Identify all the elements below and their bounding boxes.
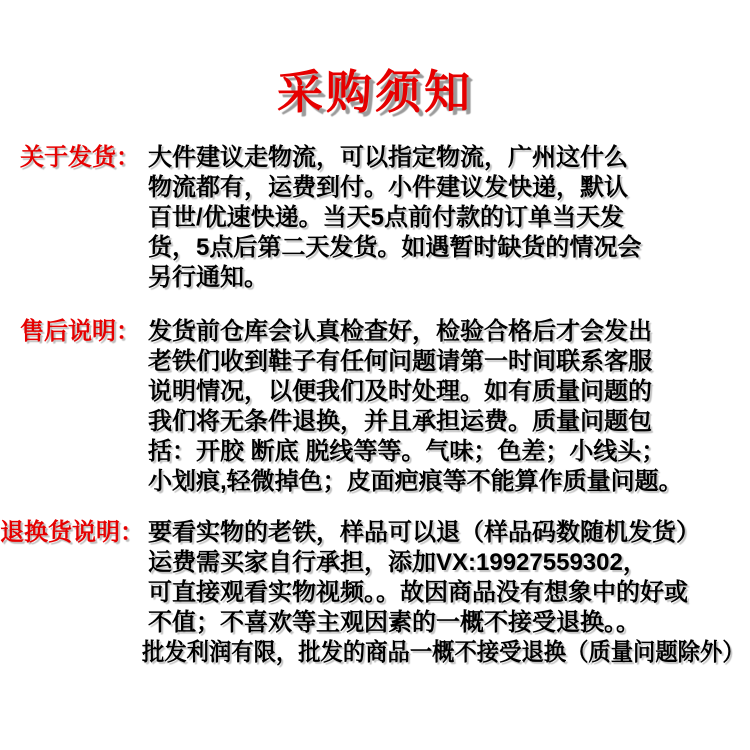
section-returns-body	[142, 518, 750, 668]
text-line: 括：开胶 断底 脱线等等。气味；色差；小线头；	[148, 438, 666, 465]
text-line: 物流都有，运费到付。小件建议发快递，默认	[148, 174, 628, 201]
section-returns-label: 退换货说明：	[0, 519, 144, 546]
section-aftersales-body	[148, 317, 750, 497]
text-line: 要看实物的老铁，样品可以退（样品码数随机发货）	[148, 519, 700, 546]
text-line: 说明情况，以便我们及时处理。如有质量问题的	[148, 378, 652, 405]
page-title: 采购须知	[277, 66, 473, 118]
text-line: 货，5点后第二天发货。如遇暂时缺货的情况会	[148, 234, 642, 261]
section-shipping-body	[148, 143, 750, 293]
section-returns	[0, 518, 750, 668]
text-line: 不值；不喜欢等主观因素的一概不接受退换。。	[148, 609, 640, 636]
text-line: 运费需买家自行承担，添加VX:19927559302，	[148, 549, 647, 576]
text-line: 另行通知。	[148, 264, 268, 291]
text-line: 批发利润有限，批发的商品一概不接受退换（质量问题除外）	[142, 639, 745, 666]
text-line: 大件建议走物流，可以指定物流，广州这什么	[148, 144, 628, 171]
section-aftersales	[0, 317, 750, 497]
text-line: 百世/优速快递。当天5点前付款的订单当天发	[148, 204, 625, 231]
text-line: 老铁们收到鞋子有任何问题请第一时间联系客服	[148, 348, 652, 375]
text-line: 我们将无条件退换，并且承担运费。质量问题包	[148, 408, 652, 435]
section-aftersales-label: 售后说明：	[20, 318, 140, 345]
text-line: 小划痕,轻微掉色；皮面疤痕等不能算作质量问题。	[148, 468, 683, 495]
section-shipping	[0, 143, 750, 293]
text-line: 可直接观看实物视频。。故因商品没有想象中的好或	[148, 579, 688, 606]
text-line: 发货前仓库会认真检查好，检验合格后才会发出	[148, 318, 652, 345]
section-shipping-label: 关于发货：	[20, 144, 140, 171]
